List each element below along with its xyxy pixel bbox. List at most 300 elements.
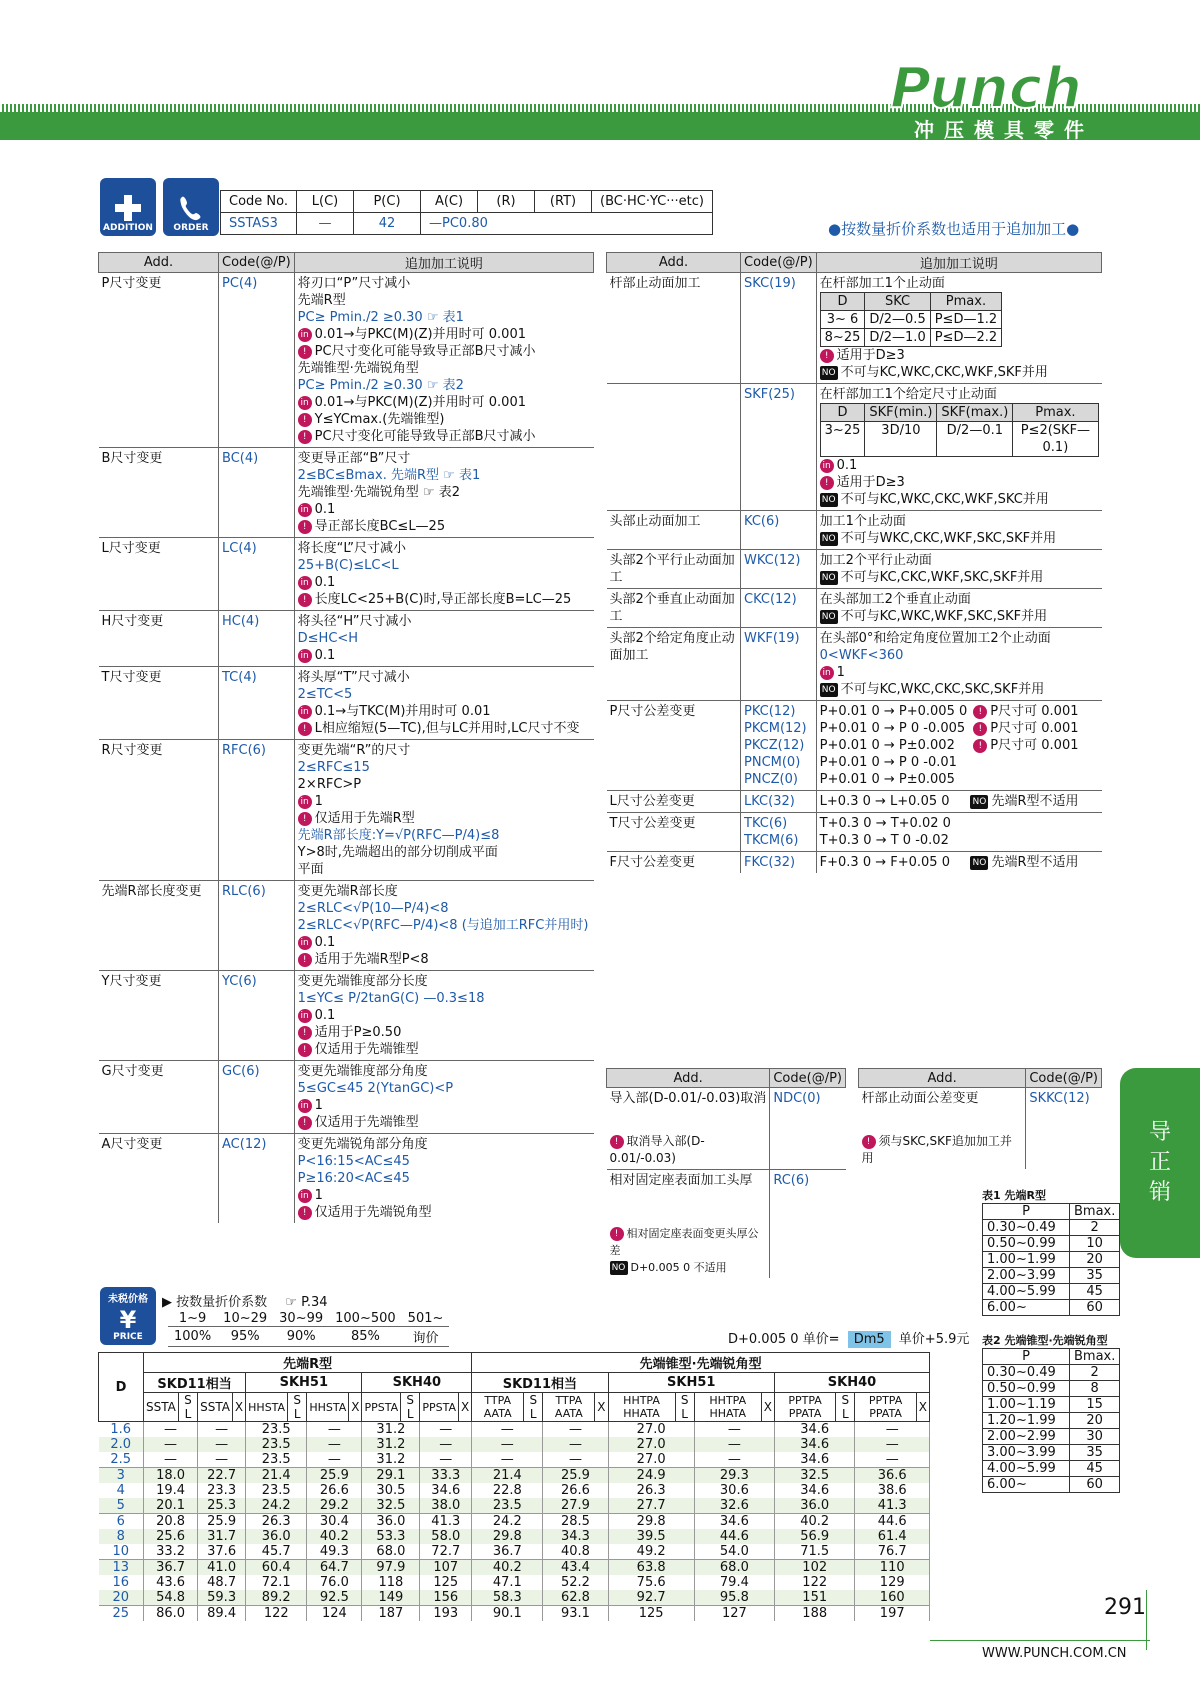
mini-cell: 8~25 bbox=[820, 329, 865, 347]
row-line bbox=[298, 759, 591, 776]
side-tab-guide-pin[interactable] bbox=[1120, 1068, 1200, 1258]
material-header: SKH40 bbox=[362, 1373, 472, 1393]
row-line bbox=[298, 990, 591, 1007]
warning-icon: ! bbox=[298, 430, 312, 444]
price-cell: 68.0 bbox=[694, 1560, 774, 1576]
mini-cell: 3~25 bbox=[820, 422, 865, 457]
code-example: 42 bbox=[354, 213, 421, 235]
mini-cell: 35 bbox=[1070, 1445, 1120, 1461]
add-code: AC(12) bbox=[219, 1134, 295, 1224]
addition-row bbox=[99, 448, 594, 538]
price-row bbox=[99, 1452, 930, 1468]
price-cell: 23.5 bbox=[246, 1437, 307, 1452]
price-cell: 26.6 bbox=[543, 1483, 608, 1498]
price-cell: 28.5 bbox=[543, 1514, 608, 1530]
add-desc bbox=[816, 273, 1101, 384]
line-text: 加工1个止动面 bbox=[819, 514, 906, 529]
tolerance-line bbox=[820, 793, 1099, 810]
discount-note: ●按数量折价系数也适用于追加加工● bbox=[828, 220, 1080, 238]
price-cell: 18.0 bbox=[144, 1468, 198, 1484]
warning-icon: ! bbox=[298, 593, 312, 607]
price-cell: 92.5 bbox=[307, 1590, 362, 1606]
price-cell: 29.3 bbox=[694, 1468, 774, 1484]
line-text: 1 bbox=[314, 1188, 323, 1203]
left-addition-table bbox=[98, 252, 594, 1223]
line-text: P≥16:20<AC≤45 bbox=[297, 1171, 410, 1186]
tolerance-line bbox=[820, 771, 1099, 788]
price-badge bbox=[100, 1287, 156, 1345]
row-line bbox=[298, 900, 591, 917]
tolerance-text: P+0.01 0 → P 0 -0.005 bbox=[819, 721, 966, 736]
add-code: SKKC(12) bbox=[1026, 1088, 1102, 1170]
price-cell: 27.7 bbox=[608, 1498, 694, 1514]
price-cell: 44.6 bbox=[855, 1514, 930, 1530]
column-header: PPSTA bbox=[420, 1393, 459, 1422]
add-desc bbox=[294, 448, 593, 538]
row-line bbox=[298, 1063, 591, 1080]
column-header: HHTPA HHATA bbox=[694, 1393, 761, 1422]
price-cell: 40.8 bbox=[543, 1544, 608, 1560]
tolerance-text: L+0.3 0 → L+0.05 0 bbox=[819, 794, 950, 809]
table-row bbox=[983, 1397, 1120, 1413]
price-cell: 149 bbox=[362, 1590, 420, 1606]
price-cell: 60.4 bbox=[246, 1560, 307, 1576]
line-text: 变更先端R部长度 bbox=[297, 884, 398, 899]
price-cell: 40.2 bbox=[775, 1514, 855, 1530]
price-cell: — bbox=[472, 1437, 543, 1452]
price-cell: 24.2 bbox=[472, 1514, 543, 1530]
row-line bbox=[298, 1153, 591, 1170]
add-name: F尺寸公差变更 bbox=[607, 852, 741, 874]
price-cell: 53.3 bbox=[362, 1529, 420, 1544]
line-text: 0.1 bbox=[836, 458, 858, 473]
mini-header: SKF(max.) bbox=[937, 404, 1013, 422]
no-icon: NO bbox=[820, 532, 838, 546]
table-row bbox=[983, 1220, 1120, 1236]
qty-rate: 95% bbox=[217, 1327, 273, 1347]
info-icon: in bbox=[298, 649, 312, 663]
add-code: HC(4) bbox=[219, 611, 295, 667]
line-text: 在头部加工2个垂直止动面 bbox=[819, 592, 971, 607]
qty-range: 10~29 bbox=[217, 1311, 273, 1327]
row-line bbox=[298, 1041, 591, 1058]
price-cell: — bbox=[472, 1422, 543, 1438]
row-line bbox=[298, 394, 591, 411]
side-tab-char: 正 bbox=[1148, 1150, 1171, 1175]
price-cell: — bbox=[198, 1437, 246, 1452]
row-line bbox=[298, 1136, 591, 1153]
add-desc bbox=[294, 1061, 593, 1134]
add-code: WKC(12) bbox=[741, 550, 817, 589]
price-cell: 93.1 bbox=[543, 1606, 608, 1622]
add-desc bbox=[294, 667, 593, 740]
row-line bbox=[298, 686, 591, 703]
phone-icon bbox=[176, 193, 206, 223]
mini-header: SKC bbox=[865, 293, 930, 311]
table1-title: 表1 先端R型 bbox=[982, 1189, 1046, 1202]
price-row bbox=[99, 1590, 930, 1606]
row-line bbox=[298, 557, 591, 574]
addition-row bbox=[99, 667, 594, 740]
price-cell: 122 bbox=[775, 1575, 855, 1590]
line-text: 0.1 bbox=[314, 575, 336, 590]
addition-row bbox=[607, 589, 1102, 628]
line-text: 仅适用于先端锥型 bbox=[314, 1115, 419, 1130]
dm5-note: D+0.005 0 单价= bbox=[728, 1332, 840, 1347]
price-cell: 160 bbox=[855, 1590, 930, 1606]
order-icon bbox=[163, 178, 219, 236]
row-line bbox=[820, 569, 1099, 586]
tolerance-note: 先端R型不适用 bbox=[991, 794, 1079, 809]
price-cell: 49.2 bbox=[608, 1544, 694, 1560]
price-cell: 34.6 bbox=[694, 1514, 774, 1530]
mini-cell: 6.00~ bbox=[983, 1477, 1070, 1493]
price-cell: 31.2 bbox=[362, 1437, 420, 1452]
code-header: (BC·HC·YC···etc) bbox=[592, 191, 713, 213]
row-line bbox=[820, 608, 1099, 625]
no-icon: NO bbox=[820, 571, 838, 585]
price-cell: 34.6 bbox=[775, 1452, 855, 1468]
mini-header: P bbox=[983, 1349, 1070, 1365]
price-cell: 38.6 bbox=[855, 1483, 930, 1498]
price-cell: 97.9 bbox=[362, 1560, 420, 1576]
no-icon: NO bbox=[820, 493, 838, 507]
price-cell: 59.3 bbox=[198, 1590, 246, 1606]
row-line bbox=[298, 669, 591, 686]
warning-icon: ! bbox=[820, 476, 834, 490]
column-header: X bbox=[595, 1393, 608, 1422]
line-text: 将头径“H”尺寸减小 bbox=[297, 614, 412, 629]
line-text: 长度LC<25+B(C)时,导正部长度B=LC—25 bbox=[314, 592, 572, 607]
price-badge-bottom: PRICE bbox=[113, 1332, 143, 1342]
qty-rate: 询价 bbox=[402, 1327, 450, 1347]
table-row bbox=[983, 1381, 1120, 1397]
price-cell: 107 bbox=[420, 1560, 472, 1576]
row-line bbox=[298, 1007, 591, 1024]
d-value: 10 bbox=[99, 1544, 144, 1560]
add-name: B尺寸变更 bbox=[99, 448, 219, 538]
mini-table bbox=[820, 292, 1002, 347]
side-tab-char: 销 bbox=[1148, 1180, 1171, 1205]
qty-rate: 90% bbox=[273, 1327, 329, 1347]
mini-header: Pmax. bbox=[930, 293, 1001, 311]
price-cell: 151 bbox=[775, 1590, 855, 1606]
mini-cell: 20 bbox=[1070, 1252, 1120, 1268]
price-cell: 40.2 bbox=[472, 1560, 543, 1576]
price-cell: — bbox=[144, 1437, 198, 1452]
column-header: X bbox=[232, 1393, 245, 1422]
price-cell: — bbox=[144, 1452, 198, 1468]
row-line bbox=[298, 917, 591, 934]
price-cell: 23.5 bbox=[246, 1422, 307, 1438]
line-text: 不可与KC,WKC,WKF,SKC,SKF并用 bbox=[840, 609, 1048, 624]
line-text: 0.1 bbox=[314, 648, 336, 663]
warning-icon: ! bbox=[298, 953, 312, 967]
row-line bbox=[820, 513, 1099, 530]
tolerance-note: P尺寸可 0.001 bbox=[990, 704, 1079, 719]
add-desc bbox=[294, 538, 593, 611]
price-cell: 129 bbox=[855, 1575, 930, 1590]
price-cell: 95.8 bbox=[694, 1590, 774, 1606]
price-cell: 32.5 bbox=[775, 1468, 855, 1484]
price-cell: — bbox=[694, 1422, 774, 1438]
line-text: 在头部0°和给定角度位置加工2个止动面 bbox=[819, 631, 1051, 646]
addition-row bbox=[99, 1061, 594, 1134]
row-line bbox=[298, 776, 591, 793]
mini-cell: 2.00~2.99 bbox=[983, 1429, 1070, 1445]
code-header: (R) bbox=[478, 191, 535, 213]
price-cell: 79.4 bbox=[694, 1575, 774, 1590]
price-cell: — bbox=[694, 1437, 774, 1452]
extra-left-table bbox=[606, 1068, 846, 1278]
price-cell: — bbox=[307, 1422, 362, 1438]
price-row bbox=[99, 1544, 930, 1560]
info-icon: in bbox=[298, 1189, 312, 1203]
price-row bbox=[99, 1560, 930, 1576]
footer-url[interactable]: WWW.PUNCH.COM.CN bbox=[982, 1646, 1127, 1661]
line-text: 0.01→与PKC(M)(Z)并用时可 0.001 bbox=[314, 395, 526, 410]
price-cell: 37.6 bbox=[198, 1544, 246, 1560]
d-header: D bbox=[99, 1353, 144, 1422]
table-row bbox=[983, 1461, 1120, 1477]
line-text: PC≥ Pmin./2 ≥0.30 ☞ 表2 bbox=[297, 378, 464, 393]
addition-row bbox=[99, 881, 594, 971]
add-desc bbox=[816, 511, 1101, 550]
col-header: Code(@/P) bbox=[219, 253, 295, 273]
tolerance-note: P尺寸可 0.001 bbox=[990, 738, 1079, 753]
row-line bbox=[298, 720, 591, 737]
price-cell: 39.5 bbox=[608, 1529, 694, 1544]
price-cell: 31.7 bbox=[198, 1529, 246, 1544]
line-text: 先端R型 bbox=[297, 293, 346, 308]
add-code: PC(4) bbox=[219, 273, 295, 448]
line-text: 变更先端锥度部分长度 bbox=[297, 974, 428, 989]
add-name: T尺寸公差变更 bbox=[607, 813, 741, 852]
mini-cell: 0.30~0.49 bbox=[983, 1220, 1070, 1236]
price-cell: 19.4 bbox=[144, 1483, 198, 1498]
column-header: PPTPA PPATA bbox=[775, 1393, 836, 1422]
add-code: RC(6) bbox=[770, 1170, 846, 1279]
row-line bbox=[298, 951, 591, 968]
warning-icon: ! bbox=[298, 1116, 312, 1130]
tolerance-note: 先端R型不适用 bbox=[991, 855, 1079, 870]
warning-icon: ! bbox=[973, 705, 987, 719]
tolerance-text: T+0.3 0 → T+0.02 0 bbox=[819, 816, 951, 831]
d-value: 6 bbox=[99, 1514, 144, 1530]
tolerance-line bbox=[820, 737, 1099, 754]
price-cell: 54.0 bbox=[694, 1544, 774, 1560]
qty-rate: 100% bbox=[168, 1327, 217, 1347]
price-cell: 26.3 bbox=[608, 1483, 694, 1498]
mini-cell: D/2—0.1 bbox=[937, 422, 1013, 457]
line-text: 适用于D≥3 bbox=[836, 348, 905, 363]
price-row bbox=[99, 1468, 930, 1484]
add-name: T尺寸变更 bbox=[99, 667, 219, 740]
row-line bbox=[298, 1114, 591, 1131]
price-cell: 36.7 bbox=[144, 1560, 198, 1576]
mini-cell: P≤2(SKF—0.1) bbox=[1013, 422, 1098, 457]
row-line bbox=[820, 530, 1099, 547]
code-header: P(C) bbox=[354, 191, 421, 213]
no-icon: NO bbox=[820, 366, 838, 380]
line-text: 变更先端锐角部分角度 bbox=[297, 1137, 428, 1152]
column-header: S L bbox=[675, 1393, 694, 1422]
tolerance-line bbox=[820, 703, 1099, 720]
add-code: SKC(19) bbox=[741, 273, 817, 384]
addition-row bbox=[607, 384, 1102, 511]
mini-cell: 0.50~0.99 bbox=[983, 1381, 1070, 1397]
row-line bbox=[298, 467, 591, 484]
mini-header: Bmax. bbox=[1070, 1349, 1120, 1365]
price-row bbox=[99, 1498, 930, 1514]
code-line: TKC(6) bbox=[744, 816, 788, 831]
row-line bbox=[298, 1024, 591, 1041]
footer-line bbox=[930, 1640, 1150, 1641]
row-line bbox=[298, 703, 591, 720]
info-icon: in bbox=[820, 666, 834, 680]
info-icon: in bbox=[298, 503, 312, 517]
info-icon: in bbox=[298, 795, 312, 809]
row-line bbox=[298, 591, 591, 608]
price-cell: 22.7 bbox=[198, 1468, 246, 1484]
price-cell: — bbox=[198, 1422, 246, 1438]
discount-ref-link[interactable]: ☞ P.34 bbox=[285, 1295, 328, 1310]
row-line bbox=[820, 386, 1099, 403]
warning-icon: ! bbox=[820, 349, 834, 363]
table-row bbox=[983, 1268, 1120, 1284]
add-desc bbox=[816, 550, 1101, 589]
price-row bbox=[99, 1529, 930, 1544]
addition-row bbox=[99, 611, 594, 667]
line-text: 不可与KC,WKC,CKC,WKF,SKC并用 bbox=[840, 492, 1049, 507]
price-cell: 24.9 bbox=[608, 1468, 694, 1484]
d-value: 4 bbox=[99, 1483, 144, 1498]
column-header: S L bbox=[524, 1393, 543, 1422]
line-text: 0.1 bbox=[314, 1008, 336, 1023]
column-header: SSTA bbox=[198, 1393, 233, 1422]
add-desc bbox=[816, 791, 1101, 813]
line-text: 不可与WKC,CKC,WKF,SKC,SKF并用 bbox=[840, 531, 1057, 546]
add-code: BC(4) bbox=[219, 448, 295, 538]
row-line bbox=[298, 827, 591, 844]
price-cell: 34.3 bbox=[543, 1529, 608, 1544]
price-cell: — bbox=[694, 1452, 774, 1468]
price-cell: 34.6 bbox=[775, 1422, 855, 1438]
tolerance-note: P尺寸可 0.001 bbox=[990, 721, 1079, 736]
line-text: 加工2个平行止动面 bbox=[819, 553, 932, 568]
row-line bbox=[298, 574, 591, 591]
add-code: CKC(12) bbox=[741, 589, 817, 628]
column-header: X bbox=[916, 1393, 929, 1422]
line-text: 适用于先端R型P<8 bbox=[314, 952, 429, 967]
qty-range: 30~99 bbox=[273, 1311, 329, 1327]
price-cell: 45.7 bbox=[246, 1544, 307, 1560]
group-header: 先端锥型·先端锐角型 bbox=[472, 1353, 930, 1373]
mini-cell: 1.00~1.99 bbox=[983, 1252, 1070, 1268]
d-value: 16 bbox=[99, 1575, 144, 1590]
add-name: G尺寸变更 bbox=[99, 1061, 219, 1134]
line-text: 仅适用于先端锥型 bbox=[314, 1042, 419, 1057]
line-text: 变更导正部“B”尺寸 bbox=[297, 451, 411, 466]
table2-title: 表2 先端锥型·先端锐角型 bbox=[982, 1334, 1108, 1347]
add-name: Y尺寸变更 bbox=[99, 971, 219, 1061]
mini-cell: 2 bbox=[1070, 1365, 1120, 1381]
line-text: 先端R部长度:Y=√P(RFC—P/4)≤8 bbox=[297, 828, 500, 843]
add-code: LKC(32) bbox=[741, 791, 817, 813]
qty-rate: 85% bbox=[329, 1327, 402, 1347]
column-header: PPSTA bbox=[362, 1393, 401, 1422]
mini-cell: 6.00~ bbox=[983, 1300, 1070, 1316]
price-cell: 27.9 bbox=[543, 1498, 608, 1514]
price-cell: 31.2 bbox=[362, 1452, 420, 1468]
row-note: 取消导入部(D-0.01/-0.03) bbox=[609, 1134, 705, 1165]
tolerance-text: P+0.01 0 → P±0.005 bbox=[819, 772, 955, 787]
code-header: Code No. bbox=[221, 191, 297, 213]
price-cell: 29.8 bbox=[472, 1529, 543, 1544]
row-line bbox=[298, 1080, 591, 1097]
mini-cell: 35 bbox=[1070, 1268, 1120, 1284]
d-value: 2.0 bbox=[99, 1437, 144, 1452]
mini-header: Bmax. bbox=[1070, 1204, 1120, 1220]
price-cell: 76.7 bbox=[855, 1544, 930, 1560]
price-row bbox=[99, 1437, 930, 1452]
add-name: H尺寸变更 bbox=[99, 611, 219, 667]
side-tab-char: 导 bbox=[1148, 1120, 1171, 1145]
tolerance-line bbox=[820, 832, 1099, 849]
add-name: 头部止动面加工 bbox=[607, 511, 741, 550]
price-cell: 187 bbox=[362, 1606, 420, 1622]
addition-row bbox=[607, 852, 1102, 874]
line-text: 平面 bbox=[297, 862, 324, 877]
price-cell: — bbox=[543, 1422, 608, 1438]
addition-row bbox=[99, 971, 594, 1061]
price-cell: — bbox=[198, 1452, 246, 1468]
price-cell: 27.0 bbox=[608, 1437, 694, 1452]
column-header: X bbox=[349, 1393, 362, 1422]
price-cell: — bbox=[420, 1422, 472, 1438]
price-cell: 29.1 bbox=[362, 1468, 420, 1484]
add-code bbox=[741, 701, 817, 791]
add-name: 相对固定座表面加工头厚 bbox=[609, 1173, 753, 1188]
price-cell: 188 bbox=[775, 1606, 855, 1622]
column-header: S L bbox=[836, 1393, 855, 1422]
price-cell: 76.0 bbox=[307, 1575, 362, 1590]
price-cell: 20.8 bbox=[144, 1514, 198, 1530]
price-row bbox=[99, 1483, 930, 1498]
row-line bbox=[820, 664, 1099, 681]
addition-row bbox=[99, 740, 594, 881]
tolerance-text: F+0.3 0 → F+0.05 0 bbox=[819, 855, 950, 870]
row-line bbox=[820, 474, 1099, 491]
price-cell: 41.3 bbox=[420, 1514, 472, 1530]
price-cell: 52.2 bbox=[543, 1575, 608, 1590]
table-row bbox=[983, 1413, 1120, 1429]
price-cell: 118 bbox=[362, 1575, 420, 1590]
table-row bbox=[983, 1236, 1120, 1252]
dm5-badge: Dm5 bbox=[848, 1331, 891, 1348]
price-cell: 89.2 bbox=[246, 1590, 307, 1606]
price-table bbox=[98, 1352, 930, 1621]
mini-cell: P≤D—1.2 bbox=[930, 311, 1001, 329]
code-line: PKCM(12) bbox=[744, 721, 807, 736]
price-cell: 89.4 bbox=[198, 1606, 246, 1622]
add-desc bbox=[294, 273, 593, 448]
price-cell: 23.5 bbox=[472, 1498, 543, 1514]
column-header: TTPA AATA bbox=[543, 1393, 595, 1422]
price-cell: 30.6 bbox=[694, 1483, 774, 1498]
tolerance-text: P+0.01 0 → P±0.002 bbox=[819, 738, 955, 753]
col-header: Add. bbox=[859, 1069, 1026, 1088]
